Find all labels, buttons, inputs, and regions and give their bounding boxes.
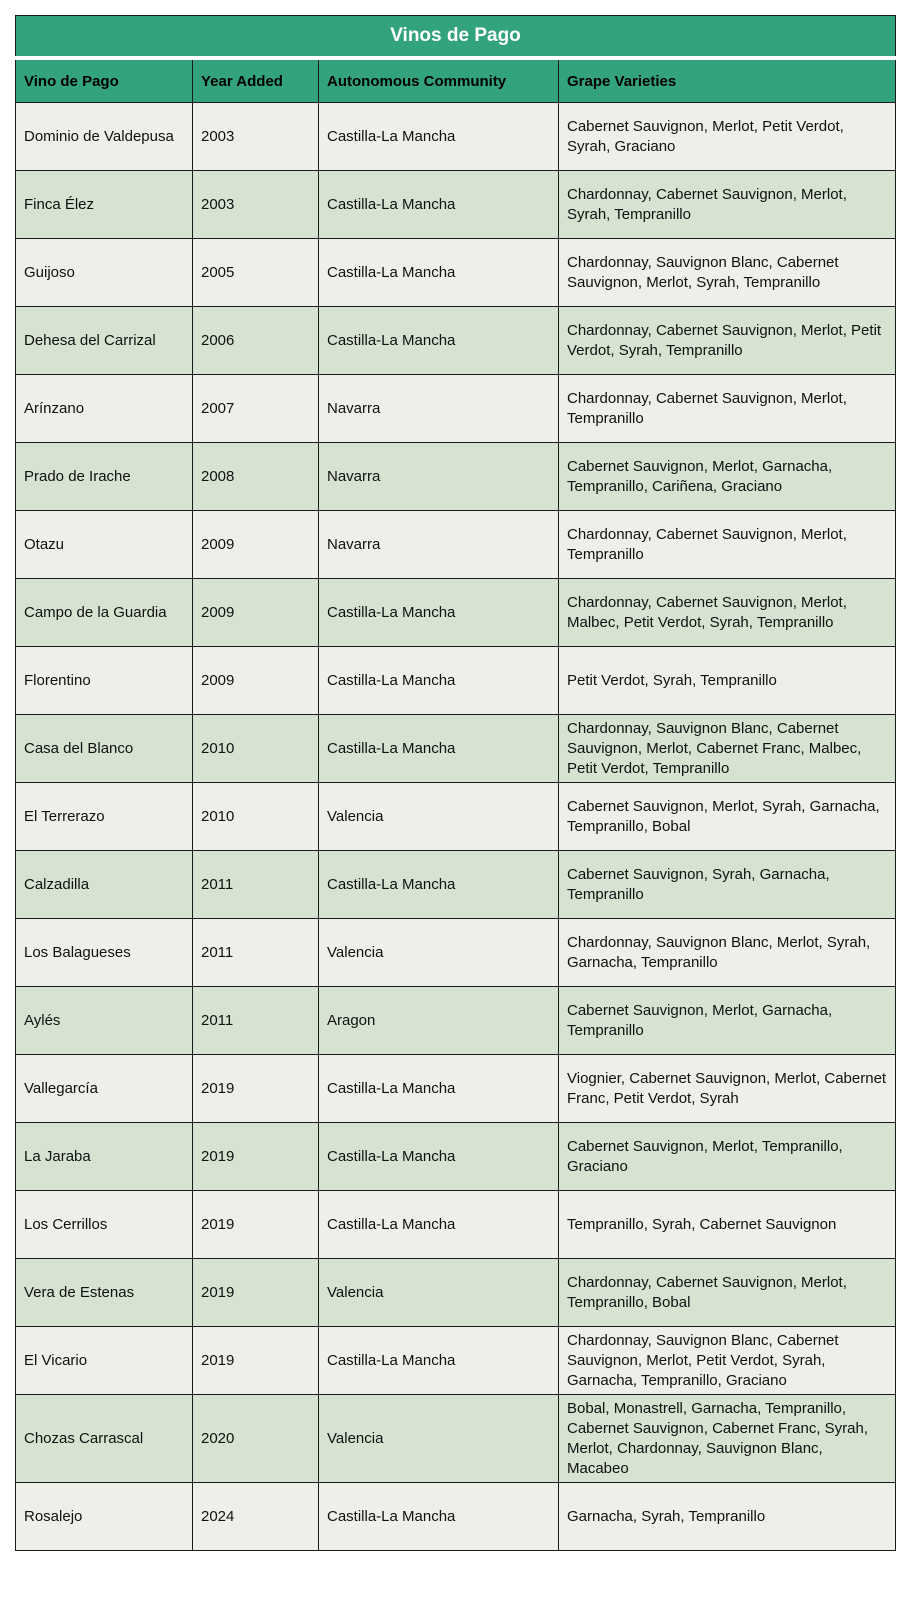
cell-grape-varieties: Tempranillo, Syrah, Cabernet Sauvignon [559,1191,896,1259]
cell-vino-de-pago: Arínzano [16,375,193,443]
column-header-vino: Vino de Pago [16,58,193,103]
table-row [16,375,896,443]
cell-vino-de-pago: Chozas Carrascal [16,1395,193,1483]
cell-autonomous-community: Castilla-La Mancha [319,579,559,647]
cell-year-added: 2011 [193,987,319,1055]
cell-year-added: 2009 [193,511,319,579]
table-row [16,511,896,579]
table-row [16,103,896,171]
table-row [16,647,896,715]
table-row [16,307,896,375]
cell-year-added: 2019 [193,1259,319,1327]
table-row [16,1123,896,1191]
cell-vino-de-pago: Finca Élez [16,171,193,239]
table-row [16,171,896,239]
cell-autonomous-community: Castilla-La Mancha [319,171,559,239]
cell-autonomous-community: Valencia [319,783,559,851]
cell-grape-varieties: Chardonnay, Sauvignon Blanc, Cabernet Sauvignon, Merlot, Cabernet Franc, Malbec, Petit Verdot, Tempranillo [559,715,896,783]
cell-autonomous-community: Navarra [319,375,559,443]
cell-vino-de-pago: Florentino [16,647,193,715]
cell-grape-varieties: Petit Verdot, Syrah, Tempranillo [559,647,896,715]
cell-autonomous-community: Castilla-La Mancha [319,1123,559,1191]
cell-grape-varieties: Cabernet Sauvignon, Syrah, Garnacha, Tempranillo [559,851,896,919]
cell-year-added: 2003 [193,103,319,171]
cell-grape-varieties: Chardonnay, Cabernet Sauvignon, Merlot, Syrah, Tempranillo [559,171,896,239]
cell-year-added: 2019 [193,1327,319,1395]
cell-grape-varieties: Cabernet Sauvignon, Merlot, Petit Verdot, Syrah, Graciano [559,103,896,171]
cell-vino-de-pago: Dehesa del Carrizal [16,307,193,375]
cell-vino-de-pago: Campo de la Guardia [16,579,193,647]
cell-grape-varieties: Garnacha, Syrah, Tempranillo [559,1483,896,1551]
cell-vino-de-pago: Dominio de Valdepusa [16,103,193,171]
cell-grape-varieties: Chardonnay, Cabernet Sauvignon, Merlot, Tempranillo, Bobal [559,1259,896,1327]
cell-autonomous-community: Castilla-La Mancha [319,1327,559,1395]
cell-year-added: 2010 [193,783,319,851]
column-header-community: Autonomous Community [319,58,559,103]
cell-autonomous-community: Valencia [319,1395,559,1483]
cell-vino-de-pago: Casa del Blanco [16,715,193,783]
cell-year-added: 2019 [193,1055,319,1123]
cell-autonomous-community: Navarra [319,443,559,511]
cell-grape-varieties: Chardonnay, Cabernet Sauvignon, Merlot, Tempranillo [559,375,896,443]
table-row [16,1259,896,1327]
cell-vino-de-pago: La Jaraba [16,1123,193,1191]
cell-year-added: 2008 [193,443,319,511]
table-row [16,1055,896,1123]
column-header-grapes: Grape Varieties [559,58,896,103]
cell-vino-de-pago: Rosalejo [16,1483,193,1551]
cell-autonomous-community: Castilla-La Mancha [319,103,559,171]
cell-year-added: 2005 [193,239,319,307]
cell-vino-de-pago: Los Cerrillos [16,1191,193,1259]
cell-year-added: 2024 [193,1483,319,1551]
cell-autonomous-community: Castilla-La Mancha [319,647,559,715]
cell-vino-de-pago: Guijoso [16,239,193,307]
cell-autonomous-community: Castilla-La Mancha [319,239,559,307]
cell-grape-varieties: Bobal, Monastrell, Garnacha, Tempranillo, Cabernet Sauvignon, Cabernet Franc, Syrah, Merlot, Chardonnay, Sauvignon Blanc, Macabeo [559,1395,896,1483]
cell-autonomous-community: Navarra [319,511,559,579]
table-row [16,239,896,307]
table-row [16,851,896,919]
cell-grape-varieties: Chardonnay, Cabernet Sauvignon, Merlot, Malbec, Petit Verdot, Syrah, Tempranillo [559,579,896,647]
cell-vino-de-pago: Los Balagueses [16,919,193,987]
cell-grape-varieties: Cabernet Sauvignon, Merlot, Tempranillo, Graciano [559,1123,896,1191]
table-row [16,443,896,511]
cell-autonomous-community: Valencia [319,1259,559,1327]
cell-year-added: 2009 [193,579,319,647]
cell-year-added: 2011 [193,919,319,987]
table-row [16,715,896,783]
cell-vino-de-pago: Vera de Estenas [16,1259,193,1327]
table-row [16,987,896,1055]
table-row [16,1483,896,1551]
cell-vino-de-pago: El Terrerazo [16,783,193,851]
cell-year-added: 2009 [193,647,319,715]
table-row [16,1327,896,1395]
column-header-year: Year Added [193,58,319,103]
cell-grape-varieties: Chardonnay, Sauvignon Blanc, Cabernet Sauvignon, Merlot, Syrah, Tempranillo [559,239,896,307]
cell-vino-de-pago: Calzadilla [16,851,193,919]
cell-year-added: 2011 [193,851,319,919]
cell-grape-varieties: Viognier, Cabernet Sauvignon, Merlot, Cabernet Franc, Petit Verdot, Syrah [559,1055,896,1123]
vinos-de-pago-table [15,15,896,1551]
cell-year-added: 2006 [193,307,319,375]
cell-grape-varieties: Chardonnay, Cabernet Sauvignon, Merlot, Tempranillo [559,511,896,579]
table-body [16,103,896,1551]
table-row [16,919,896,987]
cell-autonomous-community: Valencia [319,919,559,987]
cell-grape-varieties: Cabernet Sauvignon, Merlot, Syrah, Garnacha, Tempranillo, Bobal [559,783,896,851]
table-row [16,783,896,851]
cell-grape-varieties: Chardonnay, Cabernet Sauvignon, Merlot, Petit Verdot, Syrah, Tempranillo [559,307,896,375]
table-title: Vinos de Pago [16,16,896,59]
cell-vino-de-pago: Vallegarcía [16,1055,193,1123]
cell-vino-de-pago: Aylés [16,987,193,1055]
cell-year-added: 2003 [193,171,319,239]
cell-grape-varieties: Chardonnay, Sauvignon Blanc, Cabernet Sauvignon, Merlot, Petit Verdot, Syrah, Garnacha, Tempranillo, Graciano [559,1327,896,1395]
title-row [16,16,896,59]
cell-year-added: 2019 [193,1123,319,1191]
cell-autonomous-community: Castilla-La Mancha [319,1191,559,1259]
cell-year-added: 2020 [193,1395,319,1483]
table-row [16,1191,896,1259]
cell-year-added: 2019 [193,1191,319,1259]
cell-autonomous-community: Aragon [319,987,559,1055]
cell-vino-de-pago: El Vicario [16,1327,193,1395]
header-row [16,58,896,103]
cell-grape-varieties: Cabernet Sauvignon, Merlot, Garnacha, Tempranillo, Cariñena, Graciano [559,443,896,511]
cell-autonomous-community: Castilla-La Mancha [319,1055,559,1123]
cell-grape-varieties: Chardonnay, Sauvignon Blanc, Merlot, Syrah, Garnacha, Tempranillo [559,919,896,987]
vinos-de-pago-table-container [15,15,895,1551]
table-row [16,1395,896,1483]
cell-autonomous-community: Castilla-La Mancha [319,307,559,375]
cell-grape-varieties: Cabernet Sauvignon, Merlot, Garnacha, Tempranillo [559,987,896,1055]
cell-autonomous-community: Castilla-La Mancha [319,715,559,783]
cell-autonomous-community: Castilla-La Mancha [319,1483,559,1551]
cell-autonomous-community: Castilla-La Mancha [319,851,559,919]
cell-vino-de-pago: Prado de Irache [16,443,193,511]
cell-year-added: 2010 [193,715,319,783]
cell-year-added: 2007 [193,375,319,443]
table-row [16,579,896,647]
cell-vino-de-pago: Otazu [16,511,193,579]
